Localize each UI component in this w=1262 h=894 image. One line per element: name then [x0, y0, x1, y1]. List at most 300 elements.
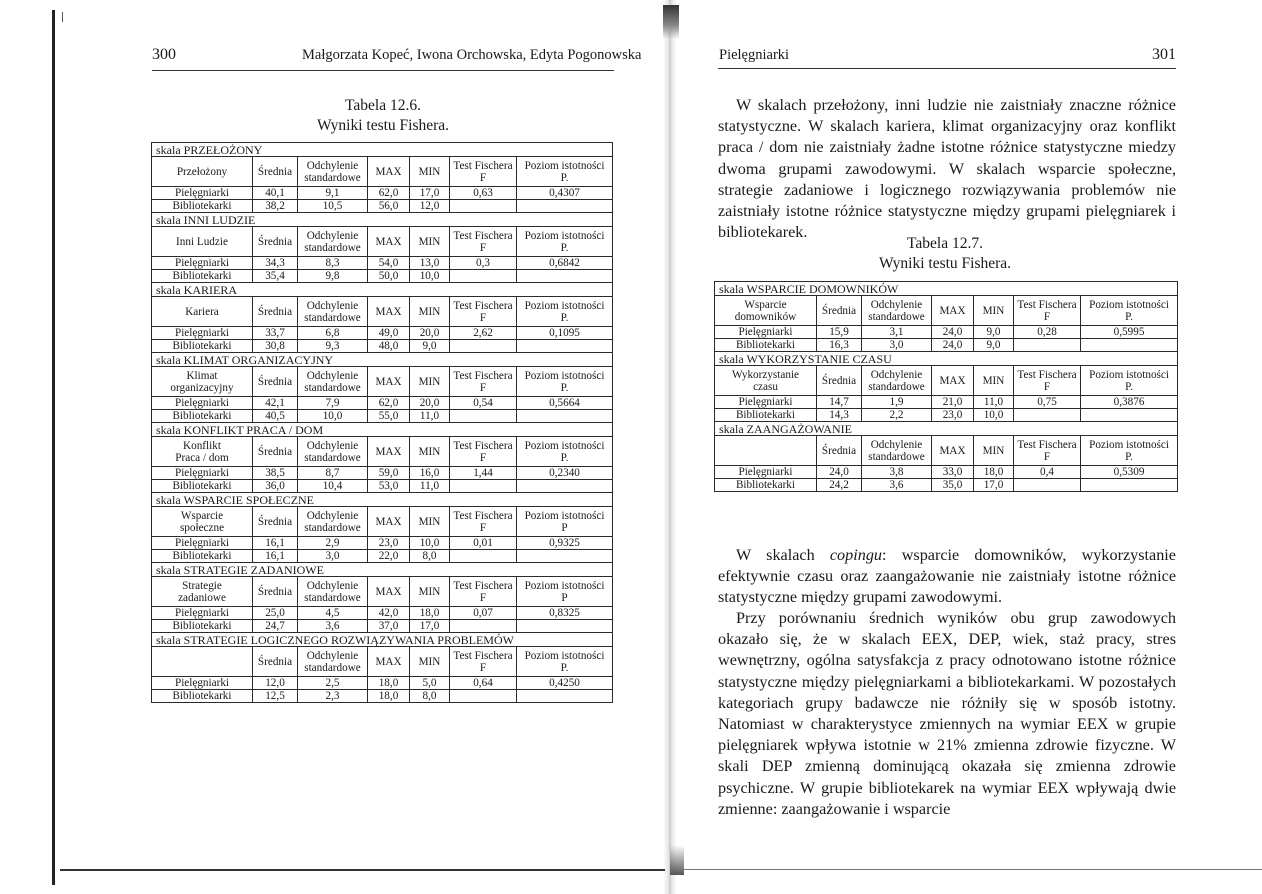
table-cell: 24,7 — [253, 620, 298, 633]
table-cell: 0,07 — [450, 607, 517, 620]
header-line: standardowe — [304, 451, 361, 464]
table-row — [152, 537, 613, 550]
table-row — [152, 480, 613, 493]
col-header-max: MAX — [932, 366, 974, 396]
scale-label: skala WYKORZYSTANIE CZASU — [715, 352, 1178, 366]
table-cell: 23,0 — [932, 409, 974, 422]
row-header-name — [152, 507, 253, 537]
table-cell: 11,0 — [410, 410, 450, 423]
table-cell: 22,0 — [368, 550, 410, 563]
table-cell: 54,0 — [368, 257, 410, 270]
col-header-mean: Średnia — [253, 437, 298, 467]
table-cell: 0,64 — [450, 677, 517, 690]
header-line: Test Fischera — [453, 229, 513, 242]
header-line: F — [479, 171, 487, 184]
header-line: Test Fischera — [1017, 368, 1077, 381]
running-head-right: Pielęgniarki — [719, 47, 790, 63]
col-header-min: MIN — [410, 577, 450, 607]
table-cell: 10,5 — [298, 200, 368, 213]
col-header-sd — [298, 367, 368, 397]
table-cell: Pielęgniarki — [152, 187, 253, 200]
header-line: Odchylenie — [870, 438, 923, 451]
page-number-left: 300 — [152, 46, 176, 63]
table-cell: 62,0 — [368, 397, 410, 410]
fisher-table-12-6 — [151, 142, 613, 703]
table-cell: 3,0 — [298, 550, 368, 563]
header-line: standardowe — [304, 381, 361, 394]
name-line: Wykorzystanie — [731, 368, 800, 381]
header-line: F — [479, 311, 487, 324]
col-header-fisher — [450, 227, 517, 257]
name-line: Inni Ludzie — [176, 235, 228, 248]
table-cell: 38,5 — [253, 467, 298, 480]
table-cell: Bibliotekarki — [715, 339, 817, 352]
col-header-min: MIN — [974, 366, 1014, 396]
table-cell: 9,0 — [974, 339, 1014, 352]
table-cell: 35,4 — [253, 270, 298, 283]
table-cell: 0,4307 — [517, 187, 613, 200]
header-line: Poziom istotności — [524, 439, 605, 452]
coping-term: copingu — [829, 546, 883, 564]
table-cell: 40,1 — [253, 187, 298, 200]
table-cell: 40,5 — [253, 410, 298, 423]
table-cell — [517, 620, 613, 633]
table-caption-12-7 — [714, 234, 1176, 274]
table-row — [152, 327, 613, 340]
table-cell: 8,3 — [298, 257, 368, 270]
caption-line: Tabela 12.6. — [345, 97, 421, 114]
col-header-p — [1081, 436, 1178, 466]
col-header-max: MAX — [368, 507, 410, 537]
col-header-sd — [298, 577, 368, 607]
table-cell: 11,0 — [974, 396, 1014, 409]
name-line: zadaniowe — [178, 591, 226, 604]
table-cell: 18,0 — [368, 690, 410, 703]
table-cell: 0,1095 — [517, 327, 613, 340]
table-row — [152, 690, 613, 703]
col-header-fisher — [1014, 436, 1081, 466]
table-cell — [450, 550, 517, 563]
col-header-p — [517, 157, 613, 187]
name-line: Wsparcie — [744, 298, 787, 311]
header-row — [715, 436, 1178, 466]
table-cell — [517, 410, 613, 423]
table-row — [152, 397, 613, 410]
table-cell: 9,0 — [974, 326, 1014, 339]
name-line: Klimat — [186, 369, 218, 382]
caption-line: Tabela 12.7. — [907, 235, 983, 252]
row-header-name — [715, 436, 817, 466]
col-header-p — [517, 647, 613, 677]
col-header-min: MIN — [410, 157, 450, 187]
table-cell — [517, 550, 613, 563]
name-line: społeczne — [179, 521, 225, 534]
header-line: standardowe — [868, 380, 925, 393]
header-line: F — [479, 521, 487, 534]
row-header-name — [152, 227, 253, 257]
table-cell — [1014, 409, 1081, 422]
table-cell: 8,0 — [410, 550, 450, 563]
scale-label: skala INNI LUDZIE — [152, 213, 613, 227]
col-header-min: MIN — [410, 507, 450, 537]
col-header-mean: Średnia — [253, 227, 298, 257]
table-cell: 9,3 — [298, 340, 368, 353]
scale-row — [152, 633, 613, 647]
caption-line: Wyniki testu Fishera. — [316, 117, 450, 134]
table-cell: 38,2 — [253, 200, 298, 213]
col-header-sd — [862, 436, 932, 466]
col-header-fisher — [450, 437, 517, 467]
table-cell: 3,1 — [862, 326, 932, 339]
table-row — [152, 340, 613, 353]
table-cell: 18,0 — [368, 677, 410, 690]
scale-row — [152, 283, 613, 297]
table-cell: 0,4250 — [517, 677, 613, 690]
table-cell: 0,75 — [1014, 396, 1081, 409]
table-cell: 30,8 — [253, 340, 298, 353]
scale-label: skala WSPARCIE DOMOWNIKÓW — [715, 282, 1178, 296]
header-line: Test Fischera — [453, 159, 513, 172]
table-cell: 8,0 — [410, 690, 450, 703]
col-header-p — [517, 437, 613, 467]
col-header-p — [517, 227, 613, 257]
table-row — [152, 270, 613, 283]
header-row — [152, 297, 613, 327]
table-row — [715, 466, 1178, 479]
col-header-mean: Średnia — [253, 577, 298, 607]
table-cell: 5,0 — [410, 677, 450, 690]
name-line: Konflikt — [183, 439, 221, 452]
table-cell: 25,0 — [253, 607, 298, 620]
table-cell: Bibliotekarki — [152, 200, 253, 213]
header-line: standardowe — [304, 591, 361, 604]
book-spine-shadow — [663, 0, 677, 894]
name-line: Praca / dom — [175, 451, 229, 464]
table-cell: 53,0 — [368, 480, 410, 493]
header-row — [152, 647, 613, 677]
header-line: Test Fischera — [453, 509, 513, 522]
table-cell: 24,0 — [817, 466, 862, 479]
table-cell — [517, 270, 613, 283]
table-cell: Bibliotekarki — [152, 270, 253, 283]
header-line: Odchylenie — [306, 439, 359, 452]
table-cell: 10,4 — [298, 480, 368, 493]
table-cell — [450, 480, 517, 493]
scale-row — [152, 353, 613, 367]
header-line: standardowe — [304, 661, 361, 674]
header-line: Odchylenie — [870, 298, 923, 311]
header-line: P. — [560, 241, 569, 254]
table-cell: 0,8325 — [517, 607, 613, 620]
header-row — [152, 577, 613, 607]
table-cell — [1014, 339, 1081, 352]
header-line: Test Fischera — [453, 579, 513, 592]
header-line: Test Fischera — [453, 369, 513, 382]
scale-label: skala WSPARCIE SPOŁECZNE — [152, 493, 613, 507]
table-cell: 9,8 — [298, 270, 368, 283]
table-cell: 10,0 — [410, 537, 450, 550]
col-header-mean: Średnia — [253, 297, 298, 327]
table-cell: 33,7 — [253, 327, 298, 340]
scale-row — [715, 422, 1178, 436]
table-cell: 14,7 — [817, 396, 862, 409]
header-line: standardowe — [304, 171, 361, 184]
name-line: Strategie — [182, 579, 222, 592]
row-header-name — [152, 367, 253, 397]
col-header-mean: Średnia — [253, 157, 298, 187]
table-cell: Bibliotekarki — [152, 690, 253, 703]
header-line: Odchylenie — [306, 159, 359, 172]
header-row — [152, 437, 613, 467]
col-header-mean: Średnia — [253, 507, 298, 537]
table-cell: Bibliotekarki — [152, 410, 253, 423]
table-cell: 0,3 — [450, 257, 517, 270]
col-header-max: MAX — [368, 157, 410, 187]
table-cell: 55,0 — [368, 410, 410, 423]
table-row — [152, 620, 613, 633]
table-row — [152, 200, 613, 213]
row-header-name — [715, 296, 817, 326]
col-header-fisher — [450, 367, 517, 397]
table-cell — [450, 410, 517, 423]
header-line: Poziom istotności — [524, 229, 605, 242]
table-row — [152, 410, 613, 423]
table-cell: 24,0 — [932, 326, 974, 339]
header-line: F — [479, 661, 487, 674]
table-cell: 1,44 — [450, 467, 517, 480]
header-line: standardowe — [304, 241, 361, 254]
header-line: standardowe — [304, 521, 361, 534]
header-row — [152, 157, 613, 187]
col-header-p — [517, 577, 613, 607]
col-header-sd — [298, 227, 368, 257]
scale-label: skala STRATEGIE LOGICZNEGO ROZWIĄZYWANIA PROBLEMÓW — [152, 633, 613, 647]
scale-row — [715, 352, 1178, 366]
col-header-mean: Średnia — [253, 367, 298, 397]
col-header-sd — [862, 296, 932, 326]
fisher-table-12-7 — [714, 281, 1178, 492]
table-cell: Pielęgniarki — [152, 537, 253, 550]
table-cell: 42,0 — [368, 607, 410, 620]
table-cell: 14,3 — [817, 409, 862, 422]
table-cell: 12,5 — [253, 690, 298, 703]
row-header-name — [152, 437, 253, 467]
header-line: Poziom istotności — [524, 509, 605, 522]
table-cell — [450, 620, 517, 633]
table-cell: 0,9325 — [517, 537, 613, 550]
col-header-fisher — [450, 647, 517, 677]
table-cell: 16,1 — [253, 537, 298, 550]
table-cell: 15,9 — [817, 326, 862, 339]
col-header-max: MAX — [932, 296, 974, 326]
table-cell: 3,0 — [862, 339, 932, 352]
col-header-max: MAX — [368, 647, 410, 677]
name-line: czasu — [753, 380, 778, 393]
header-line: F — [479, 451, 487, 464]
col-header-min: MIN — [410, 367, 450, 397]
col-header-min: MIN — [974, 436, 1014, 466]
table-cell: 62,0 — [368, 187, 410, 200]
table-cell: 17,0 — [410, 187, 450, 200]
col-header-sd — [298, 157, 368, 187]
table-row — [715, 339, 1178, 352]
header-line: Poziom istotności — [524, 579, 605, 592]
table-cell — [1081, 339, 1178, 352]
table-cell: 36,0 — [253, 480, 298, 493]
name-line: Kariera — [185, 305, 219, 318]
table-cell: 0,6842 — [517, 257, 613, 270]
col-header-min: MIN — [410, 297, 450, 327]
table-cell: 0,63 — [450, 187, 517, 200]
col-header-p — [517, 507, 613, 537]
table-cell: Bibliotekarki — [152, 480, 253, 493]
header-line: Test Fischera — [453, 649, 513, 662]
paragraph-intro: W skalach przełożony, inni ludzie nie zaistniały znaczne różnice statystyczne. W skalach kariera, klimat organizacyjny oraz konflikt praca / dom nie zaistniały żadne istotne różnice statystyczne miedzy dwoma grupami zawodowymi. W skalach wsparcie społeczne, strategie zadaniowe i logicznego rozwiązywania problemów nie zaistniały istotne różnice statystyczne między grupami pielęgniarek i bibliotekarek. — [718, 96, 1176, 242]
table-cell — [517, 480, 613, 493]
col-header-min: MIN — [410, 227, 450, 257]
header-line: Poziom istotności — [524, 159, 605, 172]
table-cell: 48,0 — [368, 340, 410, 353]
table-cell — [1081, 479, 1178, 492]
table-row — [715, 409, 1178, 422]
table-cell: 1,9 — [862, 396, 932, 409]
spine-bottom-artifact — [670, 845, 684, 875]
table-cell: Pielęgniarki — [152, 327, 253, 340]
table-row — [152, 607, 613, 620]
col-header-mean: Średnia — [817, 366, 862, 396]
table-cell: 18,0 — [974, 466, 1014, 479]
row-header-name — [715, 366, 817, 396]
header-line: Test Fischera — [1017, 298, 1077, 311]
spine-top-artifact — [663, 5, 679, 39]
col-header-max: MAX — [368, 297, 410, 327]
col-header-fisher — [450, 297, 517, 327]
table-cell: 20,0 — [410, 397, 450, 410]
table-cell — [517, 340, 613, 353]
scale-row — [152, 423, 613, 437]
col-header-min: MIN — [410, 647, 450, 677]
paragraph-comparison: Przy porównaniu średnich wyników obu grup zawodowych okazało się, że w skalach EEX, DEP, wiek, staż pracy, stres wewnętrzny, ogólna satysfakcja z pracy odnotowano istotne różnice statystyczne między pielęgniarkami a bibliotekarkami. W pozostałych kategoriach grupy badawcze nie różniły się w sposób istotny. Natomiast w charakterystyce zmiennych na wymiar EEX w grupie pielęgniarek wpływa istotnie w 21% zmienna zdrowie fizyczne. W skali DEP zmienną dominującą okazała się zmienna zdrowie psychiczne. W grupie bibliotekarek na wymiar EEX wpływają dwie zmienne: zaangażowanie i wsparcie — [718, 609, 1176, 818]
table-cell: Pielęgniarki — [152, 467, 253, 480]
col-header-sd — [298, 297, 368, 327]
scan-edge-mark — [52, 10, 55, 885]
header-line: P. — [560, 311, 569, 324]
scan-bottom-edge-left — [60, 869, 665, 871]
table-cell — [450, 690, 517, 703]
col-header-mean: Średnia — [817, 436, 862, 466]
table-row — [152, 257, 613, 270]
table-cell: Bibliotekarki — [152, 340, 253, 353]
running-head-left: Małgorzata Kopeć, Iwona Orchowska, Edyta Pogonowska — [302, 47, 642, 63]
header-line: F — [479, 591, 487, 604]
header-line: Poziom istotności — [524, 299, 605, 312]
table-cell: 0,28 — [1014, 326, 1081, 339]
header-line: Poziom istotności — [524, 369, 605, 382]
header-rule-left — [152, 70, 614, 71]
col-header-max: MAX — [368, 227, 410, 257]
table-cell: 35,0 — [932, 479, 974, 492]
table-cell: 49,0 — [368, 327, 410, 340]
col-header-mean: Średnia — [817, 296, 862, 326]
header-line: Odchylenie — [306, 649, 359, 662]
table-row — [152, 677, 613, 690]
table-cell: 0,3876 — [1081, 396, 1178, 409]
header-line: Poziom istotności — [1089, 298, 1169, 311]
table-cell: 3,8 — [862, 466, 932, 479]
page-number-right: 301 — [1152, 46, 1176, 63]
table-cell: 56,0 — [368, 200, 410, 213]
header-line: P. — [1125, 310, 1133, 323]
table-cell: 59,0 — [368, 467, 410, 480]
header-line: P — [561, 521, 568, 534]
table-cell — [450, 200, 517, 213]
table-cell: Pielęgniarki — [152, 397, 253, 410]
scale-row — [715, 282, 1178, 296]
table-cell: Pielęgniarki — [152, 607, 253, 620]
row-header-name — [152, 157, 253, 187]
header-line: Poziom istotności — [1089, 368, 1169, 381]
header-line: F — [479, 381, 487, 394]
table-row — [152, 187, 613, 200]
table-row — [152, 550, 613, 563]
table-cell: 10,0 — [974, 409, 1014, 422]
name-line: organizacyjny — [170, 381, 234, 394]
header-line: F — [1043, 380, 1051, 393]
table-cell: 20,0 — [410, 327, 450, 340]
col-header-fisher — [450, 157, 517, 187]
table-cell: 17,0 — [410, 620, 450, 633]
table-cell: 34,3 — [253, 257, 298, 270]
table-cell: 2,9 — [298, 537, 368, 550]
table-cell: 24,2 — [817, 479, 862, 492]
row-header-name — [152, 647, 253, 677]
header-row — [715, 366, 1178, 396]
col-header-p — [517, 367, 613, 397]
col-header-min: MIN — [974, 296, 1014, 326]
col-header-sd — [862, 366, 932, 396]
header-rule-right — [718, 68, 1176, 69]
col-header-fisher — [1014, 366, 1081, 396]
header-line: P — [561, 591, 568, 604]
scale-row — [152, 213, 613, 227]
header-line: F — [479, 241, 487, 254]
table-cell: Bibliotekarki — [715, 479, 817, 492]
name-line: Przełożony — [176, 165, 228, 178]
table-cell: 33,0 — [932, 466, 974, 479]
caption-line: Wyniki testu Fishera. — [878, 255, 1012, 272]
table-cell: 0,5995 — [1081, 326, 1178, 339]
header-line: Odchylenie — [306, 579, 359, 592]
table-row — [715, 396, 1178, 409]
table-cell: Bibliotekarki — [152, 620, 253, 633]
header-line: Odchylenie — [306, 369, 359, 382]
table-cell — [450, 270, 517, 283]
header-line: F — [1043, 310, 1051, 323]
header-line: P. — [1125, 380, 1133, 393]
header-line: Odchylenie — [306, 229, 359, 242]
scale-row — [152, 563, 613, 577]
table-cell: 0,4 — [1014, 466, 1081, 479]
coping-rest: : wsparcie domowników, wykorzystanie efektywnie czasu oraz zaangażowanie nie zaistniały istotne różnice statystyczne między grupami zawodowymi. — [718, 546, 1176, 607]
table-cell: 6,8 — [298, 327, 368, 340]
header-row — [152, 227, 613, 257]
header-line: Odchylenie — [306, 509, 359, 522]
table-cell — [1081, 409, 1178, 422]
row-header-name — [152, 297, 253, 327]
header-line: Odchylenie — [870, 368, 923, 381]
table-cell: 0,5309 — [1081, 466, 1178, 479]
header-line: P. — [560, 451, 569, 464]
